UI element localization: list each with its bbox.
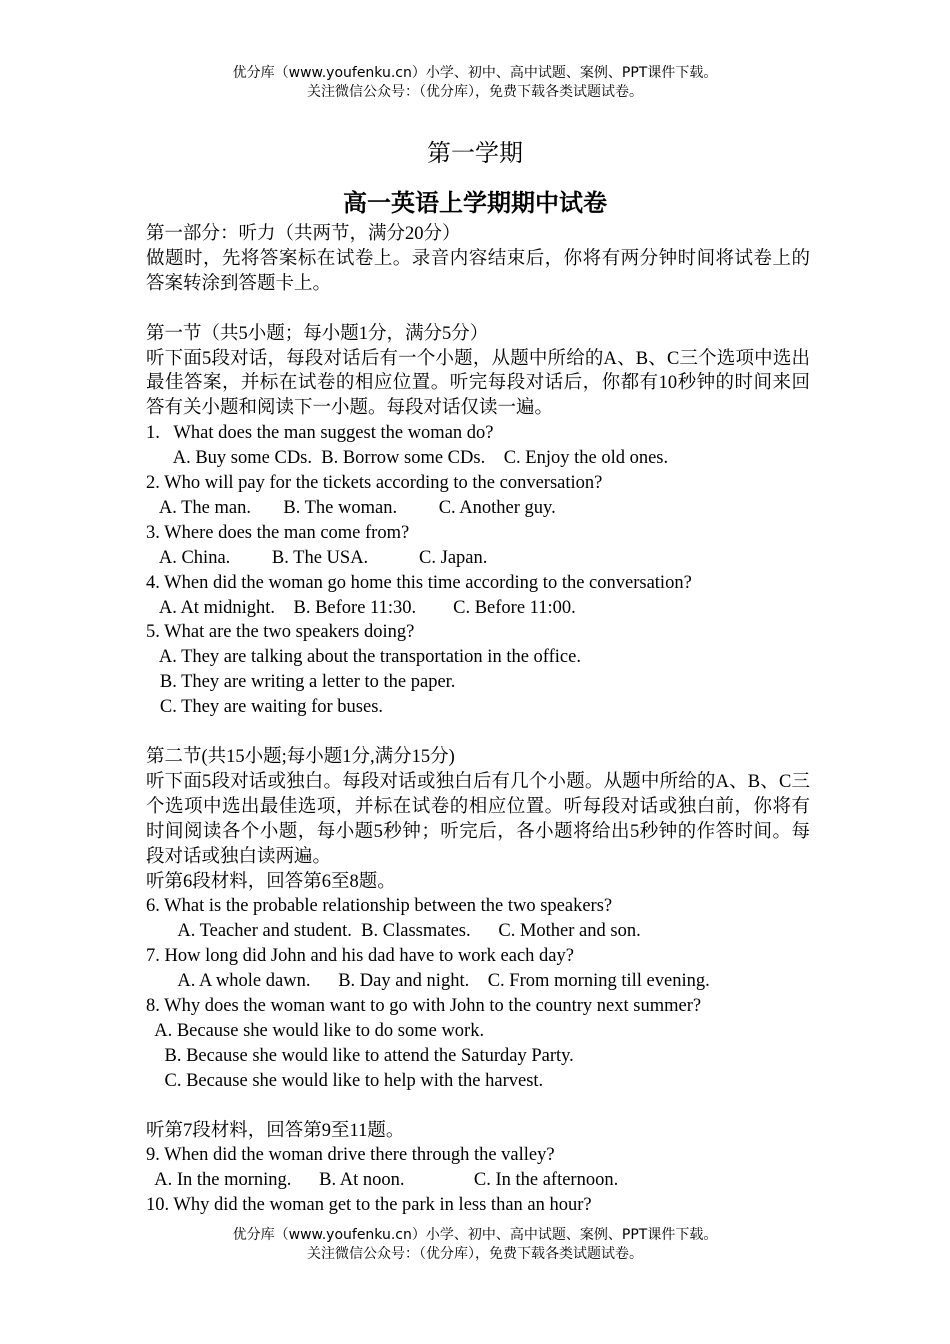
question-3-options: A. China. B. The USA. C. Japan.	[146, 547, 488, 568]
question-7: 7. How long did John and his dad have to work each day?	[146, 946, 574, 967]
term-label: 第一学期	[427, 141, 523, 167]
exam-content	[146, 222, 810, 1218]
question-9: 9. When did the woman drive there through the valley?	[146, 1145, 555, 1166]
question-8: 8. Why does the woman want to go with John to the country next summer?	[146, 996, 702, 1017]
section2-instructions: 听下面5段对话或独白。每段对话或独白后有几个小题。从题中所给的A、B、C三个选项中选出最佳选项，并标在试卷的相应位置。听每段对话或独白前，你将有时间阅读各个小题，每小题5秒钟；听完后，各小题将给出5秒钟的作答时间。每段对话或独白读两遍。	[146, 771, 810, 867]
header-line-2: 关注微信公众号：（优分库），免费下载各类试题试卷。	[307, 84, 643, 100]
question-8-option-c: C. Because she would like to help with the harvest.	[146, 1070, 544, 1091]
section2-heading: 第二节(共15小题;每小题1分,满分15分)	[146, 747, 455, 767]
question-4: 4. When did the woman go home this time according to the conversation?	[146, 572, 692, 593]
question-5: 5. What are the two speakers doing?	[146, 622, 415, 643]
question-5-option-c: C. They are waiting for buses.	[146, 697, 384, 718]
question-1-options: A. Buy some CDs. B. Borrow some CDs. C. Enjoy the old ones.	[146, 448, 669, 469]
header-line-1: 优分库（www.youfenku.cn）小学、初中、高中试题、案例、PPT课件下载。	[232, 65, 718, 81]
question-2-options: A. The man. B. The woman. C. Another guy.	[146, 497, 556, 518]
question-4-options: A. At midnight. B. Before 11:30. C. Before 11:00.	[146, 597, 576, 618]
part1-instructions: 做题时，先将答案标在试卷上。录音内容结束后，你将有两分钟时间将试卷上的答案转涂到答题卡上。	[146, 248, 810, 294]
part1-heading: 第一部分：听力（共两节，满分20分）	[146, 224, 461, 244]
question-3: 3. Where does the man come from?	[146, 522, 410, 543]
page-header	[0, 64, 950, 102]
material-6-label: 听第6段材料，回答第6至8题。	[146, 871, 396, 892]
question-1: 1. What does the man suggest the woman do?	[146, 423, 494, 444]
question-5-option-a: A. They are talking about the transportation in the office.	[146, 647, 581, 668]
question-10: 10. Why did the woman get to the park in less than an hour?	[146, 1195, 592, 1216]
question-2: 2. Who will pay for the tickets according to the conversation?	[146, 473, 603, 494]
question-8-option-b: B. Because she would like to attend the Saturday Party.	[146, 1045, 574, 1066]
question-8-option-a: A. Because she would like to do some work.	[146, 1020, 485, 1041]
section1-instructions: 听下面5段对话，每段对话后有一个小题，从题中所给的A、B、C三个选项中选出最佳答案，并标在试卷的相应位置。听完每段对话后，你都有10秒钟的时间来回答有关小题和阅读下一小题。每段对话仅读一遍。	[146, 348, 810, 419]
question-6: 6. What is the probable relationship between the two speakers?	[146, 896, 613, 917]
footer-line-1: 优分库（www.youfenku.cn）小学、初中、高中试题、案例、PPT课件下载。	[232, 1227, 718, 1243]
exam-title: 高一英语上学期期中试卷	[343, 191, 607, 217]
question-9-options: A. In the morning. B. At noon. C. In the afternoon.	[146, 1170, 619, 1191]
question-5-option-b: B. They are writing a letter to the paper.	[146, 672, 456, 693]
question-6-options: A. Teacher and student. B. Classmates. C. Mother and son.	[146, 921, 641, 942]
question-7-options: A. A whole dawn. B. Day and night. C. From morning till evening.	[146, 971, 710, 992]
page-footer	[0, 1226, 950, 1264]
material-7-label: 听第7段材料，回答第9至11题。	[146, 1120, 405, 1141]
footer-line-2: 关注微信公众号：（优分库），免费下载各类试题试卷。	[307, 1246, 643, 1262]
section1-heading: 第一节（共5小题；每小题1分，满分5分）	[146, 323, 489, 344]
